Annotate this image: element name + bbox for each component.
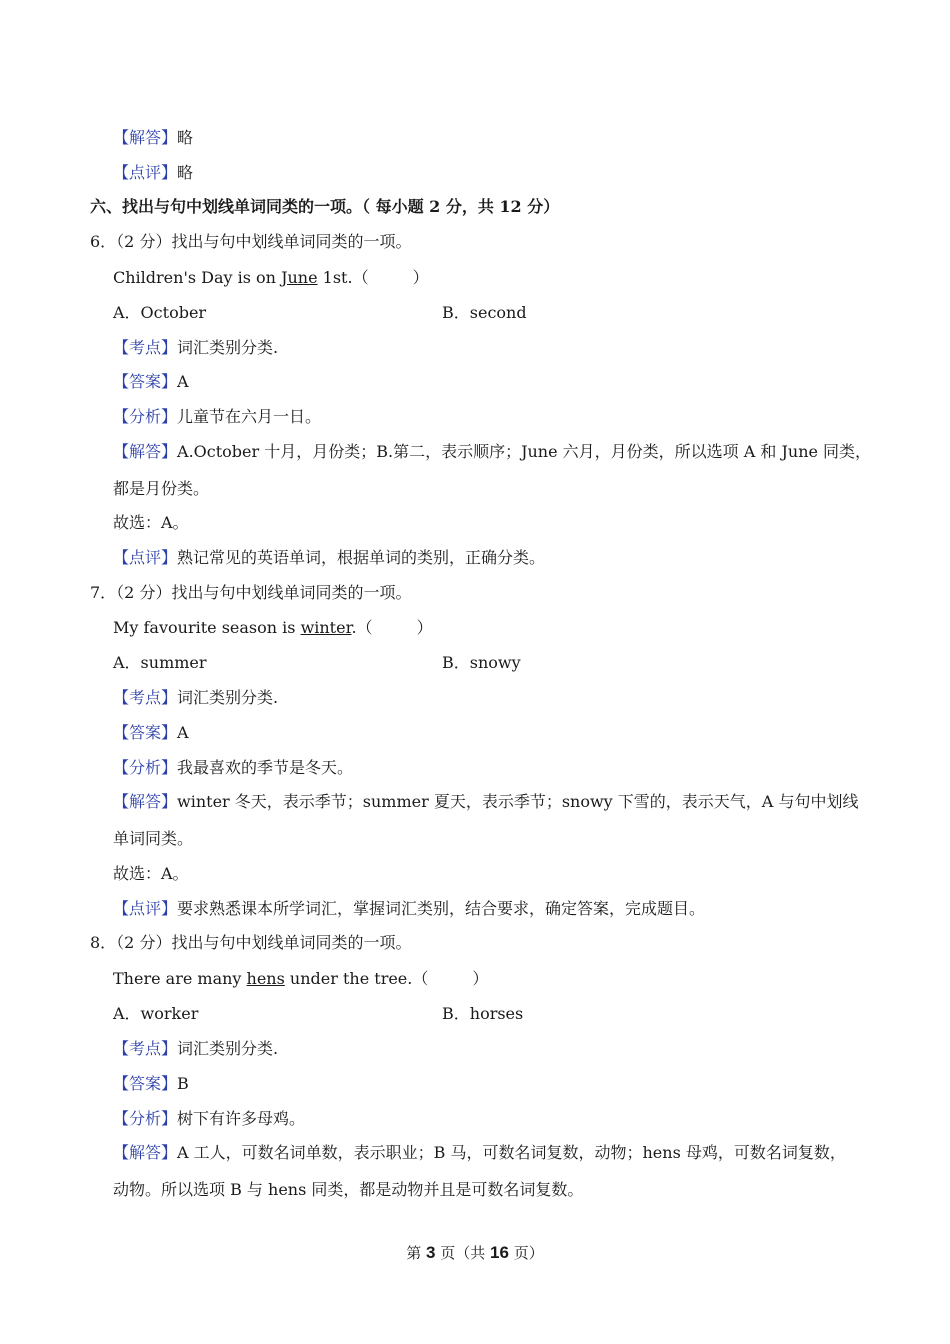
tag-solve: 【解答】 bbox=[113, 128, 178, 147]
q7-underlined-word: winter bbox=[300, 618, 352, 637]
current-page-number: 3 bbox=[426, 1243, 436, 1262]
q7-comment: 【点评】要求熟悉课本所学词汇，掌握词汇类别，结合要求，确定答案，完成题目。 bbox=[113, 899, 706, 918]
q6-underlined-word: June bbox=[281, 268, 318, 287]
q7-sentence: My favourite season is winter.（ ） bbox=[113, 618, 433, 637]
q8-sentence: There are many hens under the tree.（ ） bbox=[113, 969, 489, 988]
q8-analysis: 【分析】树下有许多母鸡。 bbox=[113, 1109, 306, 1128]
q6-option-b: B．second bbox=[442, 303, 527, 322]
q8-answer: 【答案】B bbox=[113, 1074, 189, 1093]
q6-point: 【考点】词汇类别分类. bbox=[113, 338, 279, 357]
q8-solve-2: 动物。所以选项 B 与 hens 同类，都是动物并且是可数名词复数。 bbox=[113, 1180, 584, 1199]
q8-solve-1: 【解答】A 工人，可数名词单数，表示职业；B 马，可数名词复数，动物；hens 母鸡，可数名词复数， bbox=[113, 1143, 846, 1162]
solve-text: 略 bbox=[177, 128, 194, 147]
q8-underlined-word: hens bbox=[246, 969, 285, 988]
q6-solve-1: 【解答】A.October 十月，月份类；B.第二，表示顺序；June 六月，月份类，所以选项 A 和 June 同类， bbox=[113, 442, 872, 461]
q7-answer: 【答案】A bbox=[113, 723, 189, 742]
q7-option-a: A．summer bbox=[113, 653, 207, 672]
q7-stem: 7．（2 分）找出与句中划线单词同类的一项。 bbox=[90, 583, 412, 602]
q7-point: 【考点】词汇类别分类. bbox=[113, 688, 279, 707]
q6-sentence: Children's Day is on June 1st.（ ） bbox=[113, 268, 429, 287]
solve-line bbox=[113, 127, 193, 149]
q8-stem: 8．（2 分）找出与句中划线单词同类的一项。 bbox=[90, 933, 412, 952]
q7-solve-1: 【解答】winter 冬天，表示季节；summer 夏天，表示季节；snowy 下雪的，表示天气，A 与句中划线 bbox=[113, 792, 859, 811]
q6-stem: 6．（2 分）找出与句中划线单词同类的一项。 bbox=[90, 232, 412, 251]
q7-solve-2: 单词同类。 bbox=[113, 829, 194, 848]
q8-option-a: A．worker bbox=[113, 1004, 199, 1023]
q7-analysis: 【分析】我最喜欢的季节是冬天。 bbox=[113, 758, 354, 777]
q6-solve-2: 都是月份类。 bbox=[113, 479, 210, 498]
q6-analysis: 【分析】儿童节在六月一日。 bbox=[113, 407, 322, 426]
q6-option-a: A．October bbox=[113, 303, 207, 322]
page-footer: 第 3 页（共 16 页） bbox=[406, 1243, 544, 1262]
total-pages-number: 16 bbox=[490, 1243, 509, 1262]
q7-option-b: B．snowy bbox=[442, 653, 521, 672]
q8-point: 【考点】词汇类别分类. bbox=[113, 1039, 279, 1058]
comment-line bbox=[113, 162, 193, 184]
q7-choice: 故选：A。 bbox=[113, 864, 189, 883]
section-title: 六、找出与句中划线单词同类的一项。（ 每小题 2 分，共 12 分） bbox=[90, 197, 560, 216]
q6-answer: 【答案】A bbox=[113, 372, 189, 391]
q6-comment: 【点评】熟记常见的英语单词，根据单词的类别，正确分类。 bbox=[113, 548, 546, 567]
comment-text: 略 bbox=[177, 163, 194, 182]
q8-option-b: B．horses bbox=[442, 1004, 524, 1023]
tag-comment: 【点评】 bbox=[113, 163, 178, 182]
q6-choice: 故选：A。 bbox=[113, 513, 189, 532]
